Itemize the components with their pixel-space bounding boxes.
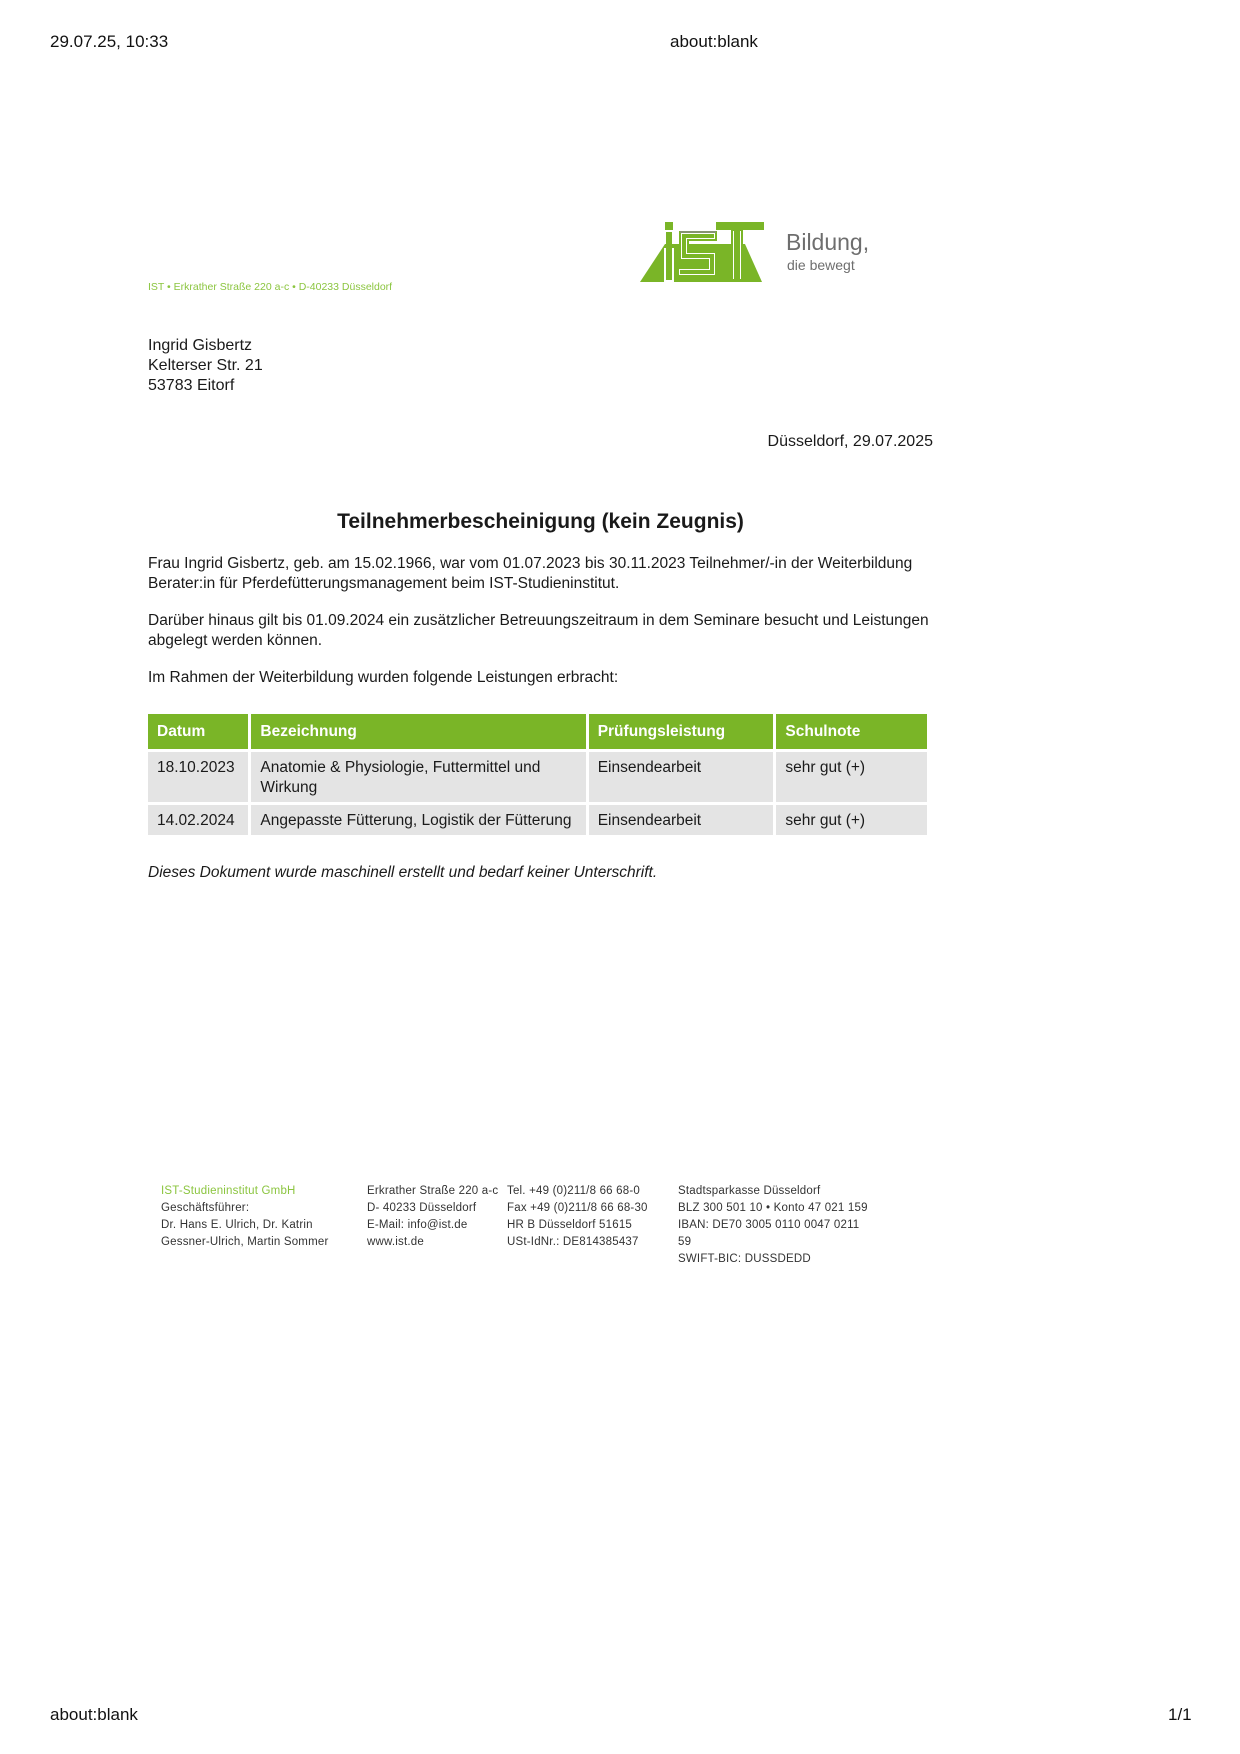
footer-management-line2: Gessner-Ulrich, Martin Sommer <box>161 1236 329 1248</box>
cell-date: 14.02.2024 <box>148 805 248 835</box>
footer-email[interactable]: E-Mail: info@ist.de <box>367 1219 468 1231</box>
footer-register: HR B Düsseldorf 51615 <box>507 1219 633 1231</box>
header-schulnote: Schulnote <box>776 714 927 749</box>
ist-logo-graphic <box>640 218 770 284</box>
footer-street: Erkrather Straße 220 a-c <box>367 1185 499 1197</box>
paragraph-support-period: Darüber hinaus gilt bis 01.09.2024 ein zusätzlicher Betreuungszeitraum in dem Seminare besucht und Leistungen abgelegt werden können. <box>148 612 929 649</box>
cell-exam-type: Einsendearbeit <box>589 805 774 835</box>
sender-address-line: IST • Erkrather Straße 220 a-c • D-40233 Düsseldorf <box>148 281 393 293</box>
header-bezeichnung: Bezeichnung <box>251 714 585 749</box>
footer-iban-line2: 59 <box>678 1236 692 1248</box>
header-pruefungsleistung: Prüfungsleistung <box>589 714 774 749</box>
document-title: Teilnehmerbescheinigung (kein Zeugnis) <box>337 510 744 533</box>
cell-exam-type: Einsendearbeit <box>589 752 774 802</box>
footer-bic: SWIFT-BIC: DUSSDEDD <box>678 1253 811 1265</box>
print-url: about:blank <box>670 32 758 51</box>
logo-slogan-line2: die bewegt <box>787 257 855 273</box>
print-page-number: 1/1 <box>1168 1705 1192 1724</box>
machine-generated-note: Dieses Dokument wurde maschinell erstellt und bedarf keiner Unterschrift. <box>148 864 658 881</box>
footer-company-name: IST-Studieninstitut GmbH <box>161 1185 296 1197</box>
footer-company-column <box>161 1183 328 1251</box>
print-datetime: 29.07.25, 10:33 <box>50 32 169 51</box>
cell-date: 18.10.2023 <box>148 752 248 802</box>
paragraph-results-intro: Im Rahmen der Weiterbildung wurden folgende Leistungen erbracht: <box>148 669 619 686</box>
cell-title: Angepasste Fütterung, Logistik der Fütterung <box>251 805 585 835</box>
footer-address-column <box>367 1183 498 1251</box>
cell-grade: sehr gut (+) <box>776 805 927 835</box>
table-row <box>148 805 927 835</box>
table-row <box>148 752 927 802</box>
recipient-name: Ingrid Gisbertz <box>148 337 253 354</box>
header-datum: Datum <box>148 714 248 749</box>
footer-bank: Stadtsparkasse Düsseldorf <box>678 1185 821 1197</box>
cell-grade: sehr gut (+) <box>776 752 927 802</box>
footer-contact-column <box>507 1183 648 1251</box>
footer-tel: Tel. +49 (0)211/8 66 68-0 <box>507 1185 640 1197</box>
footer-iban-line1: IBAN: DE70 3005 0110 0047 0211 <box>678 1219 860 1231</box>
recipient-street: Kelterser Str. 21 <box>148 357 263 374</box>
footer-management-line1: Dr. Hans E. Ulrich, Dr. Katrin <box>161 1219 313 1231</box>
print-footer-url: about:blank <box>50 1705 138 1724</box>
footer-vat: USt-IdNr.: DE814385437 <box>507 1236 639 1248</box>
table-header-row <box>148 714 927 749</box>
recipient-city: 53783 Eitorf <box>148 377 235 394</box>
results-table <box>145 711 930 838</box>
logo-slogan-line1: Bildung, <box>786 229 870 255</box>
footer-blz: BLZ 300 501 10 • Konto 47 021 159 <box>678 1202 868 1214</box>
footer-management-label: Geschäftsführer: <box>161 1202 250 1214</box>
footer-bank-column <box>678 1183 868 1268</box>
place-date: Düsseldorf, 29.07.2025 <box>767 433 933 450</box>
footer-web[interactable]: www.ist.de <box>367 1236 424 1248</box>
cell-title: Anatomie & Physiologie, Futtermittel und Wirkung <box>251 752 585 802</box>
paragraph-participation: Frau Ingrid Gisbertz, geb. am 15.02.1966, war vom 01.07.2023 bis 30.11.2023 Teilnehmer/-in der Weiterbildung Berater:in für Pferdefütterungsmanagement beim IST-Studieninstitut. <box>148 555 913 592</box>
recipient-address <box>148 336 263 396</box>
footer-fax: Fax +49 (0)211/8 66 68-30 <box>507 1202 648 1214</box>
footer-city: D- 40233 Düsseldorf <box>367 1202 477 1214</box>
